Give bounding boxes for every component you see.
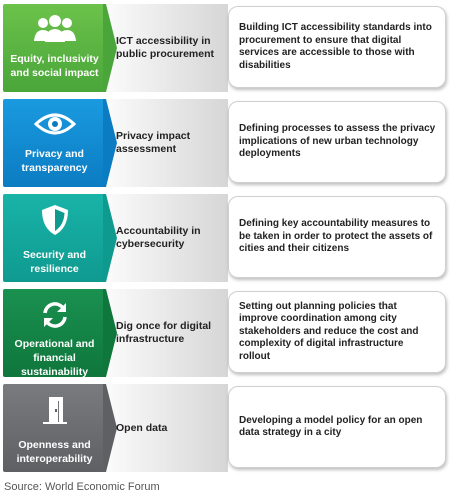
chevron-arrow: [103, 99, 117, 187]
shield-icon: [3, 204, 106, 234]
topic-label: Open data: [116, 421, 168, 434]
row-privacy: [3, 99, 450, 187]
description-box: Developing a model policy for an open data strategy in a city: [228, 386, 446, 468]
category-cell: [3, 4, 106, 92]
description-box: Defining processes to assess the privacy implications of new urban technology deployments: [228, 101, 446, 183]
category-cell: [3, 99, 106, 187]
row-sustainability: [3, 289, 450, 377]
chevron-arrow: [103, 289, 117, 377]
topic-label: Accountability in cybersecurity: [116, 225, 201, 250]
chevron-arrow: [103, 194, 117, 282]
refresh-icon: [3, 299, 106, 329]
category-cell: [3, 289, 106, 377]
category-label: Privacy and transparency: [21, 148, 88, 174]
category-label: Security and resilience: [22, 249, 87, 275]
people-icon: [3, 14, 106, 44]
category-cell: [3, 384, 106, 472]
row-openness: [3, 384, 450, 472]
open-door-icon: [3, 394, 106, 424]
chevron-arrow: [103, 4, 117, 92]
topic-label: Privacy impact assessment: [116, 130, 191, 155]
topic-label: Dig once for digital infrastructure: [116, 320, 212, 345]
eye-icon: [3, 109, 106, 139]
description-box: Building ICT accessibility standards into procurement to ensure that digital services are accessible to those with disabilities: [228, 6, 446, 88]
description-box: Defining key accountability measures to be taken in order to protect the assets of cities and their citizens: [228, 196, 446, 278]
row-security: [3, 194, 450, 282]
description-box: Setting out planning policies that improve coordination among city stakeholders and reduce the cost and complexity of digital infrastructure rollout: [228, 291, 446, 373]
topic-label: ICT accessibility in public procurement: [116, 35, 215, 60]
category-label: Operational and financial sustainability: [14, 338, 95, 378]
row-equity: [3, 4, 450, 92]
category-label: Equity, inclusivity and social impact: [10, 53, 99, 79]
category-cell: [3, 194, 106, 282]
category-label: Openness and interoperability: [16, 439, 93, 465]
chevron-arrow: [103, 384, 117, 472]
source-note: Source: World Economic Forum: [4, 481, 160, 493]
